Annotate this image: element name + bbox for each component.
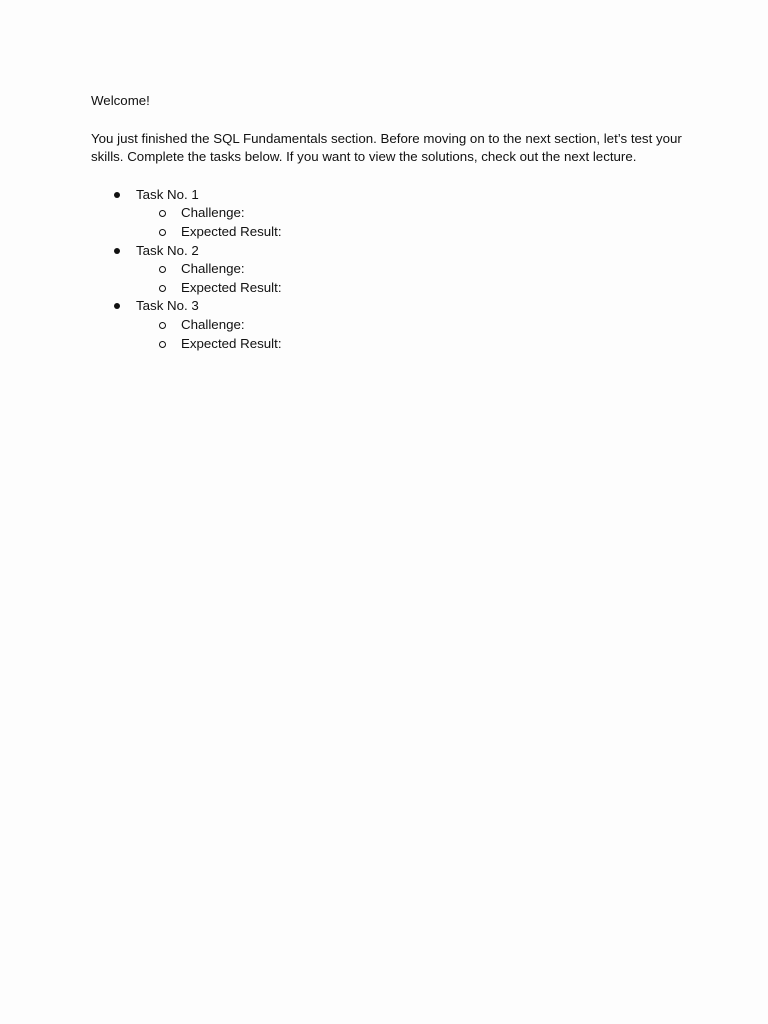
task-challenge [136, 260, 691, 279]
expected-result-label: Expected Result: [181, 279, 282, 295]
task-subitems [136, 260, 691, 297]
task-challenge [136, 204, 691, 223]
task-expected-result [136, 223, 691, 242]
greeting-text: Welcome! [91, 93, 150, 108]
challenge-label: Challenge: [181, 316, 245, 332]
task-challenge [136, 316, 691, 335]
task-list [91, 186, 691, 353]
expected-result-label: Expected Result: [181, 335, 282, 351]
intro-paragraph: You just finished the SQL Fundamentals section. Before moving on to the next section, let’s test your skills. Complete the tasks below. If you want to view the solutions, check out the next lecture. [91, 130, 682, 165]
disc-bullet-icon [114, 248, 120, 254]
task-subitems [136, 204, 691, 241]
task-title: Task No. 2 [136, 242, 199, 258]
task-subitems [136, 316, 691, 353]
task-expected-result [136, 335, 691, 354]
disc-bullet-icon [114, 192, 120, 198]
expected-result-label: Expected Result: [181, 223, 282, 239]
circle-bullet-icon [159, 341, 166, 348]
circle-bullet-icon [159, 266, 166, 273]
disc-bullet-icon [114, 303, 120, 309]
circle-bullet-icon [159, 210, 166, 217]
task-expected-result [136, 279, 691, 298]
circle-bullet-icon [159, 229, 166, 236]
document-body [91, 92, 691, 353]
circle-bullet-icon [159, 285, 166, 292]
task-item [91, 186, 691, 242]
challenge-label: Challenge: [181, 261, 245, 277]
task-item [91, 242, 691, 298]
circle-bullet-icon [159, 322, 166, 329]
challenge-label: Challenge: [181, 205, 245, 221]
task-item [91, 297, 691, 353]
task-title: Task No. 3 [136, 298, 199, 314]
task-title: Task No. 1 [136, 186, 199, 202]
